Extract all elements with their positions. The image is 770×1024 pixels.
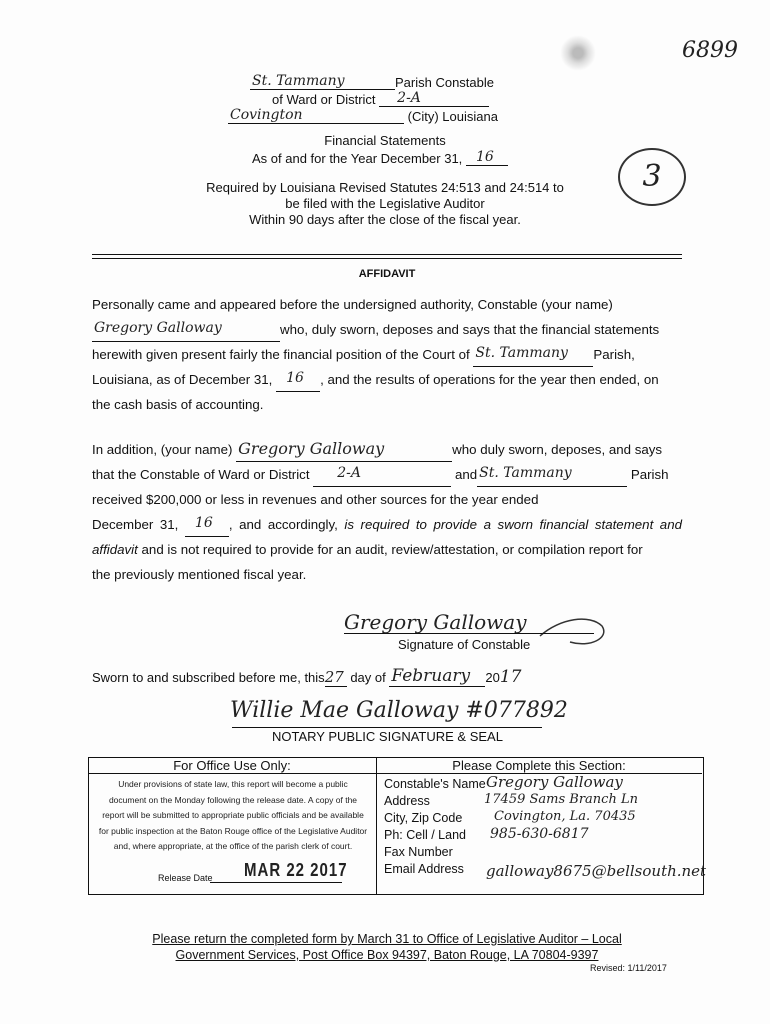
- sworn-text: day of: [350, 670, 386, 685]
- parish-value-2: St. Tammany: [479, 465, 572, 481]
- p2-year-value: 16: [194, 515, 213, 531]
- statute-line-3: Within 90 days after the close of the fiscal year.: [249, 212, 521, 227]
- p2-text: the previously mentioned fiscal year.: [92, 567, 307, 582]
- corner-file-number: 6899: [682, 38, 738, 63]
- affidavit-paragraph-1: [92, 292, 682, 417]
- footer-line-2: Government Services, Post Office Box 94397, Baton Rouge, LA 70804-9397: [175, 948, 599, 962]
- revised-date: Revised: 1/11/2017: [590, 963, 667, 973]
- sworn-text: Sworn to and subscribed before me, this: [92, 670, 325, 685]
- affidavit-title: AFFIDAVIT: [358, 268, 416, 280]
- p2-text: received $200,000 or less in revenues and other sources for the year ended: [92, 492, 539, 507]
- constable-name-label: Constable's Name: [384, 777, 486, 791]
- release-date-stamp: MAR 22 2017: [244, 860, 348, 881]
- parish-field[interactable]: [250, 72, 395, 90]
- sworn-month-field[interactable]: [389, 666, 485, 687]
- p2-text: who duly sworn, deposes, and says: [452, 442, 663, 457]
- constable-name-value: Gregory Galloway: [94, 320, 222, 336]
- notice-line: report will be submitted to appropriate public officials and be available: [102, 810, 364, 820]
- signature-label: Signature of Constable: [398, 637, 531, 652]
- contact-city-value[interactable]: Covington, La. 70435: [494, 809, 636, 824]
- box-divider: [376, 757, 377, 894]
- city-line: [228, 106, 498, 124]
- office-notice: [92, 777, 374, 855]
- year-label: As of and for the Year December 31,: [252, 151, 463, 166]
- parish-field-2[interactable]: [477, 465, 627, 487]
- email-label: Email Address: [384, 862, 464, 876]
- city-label: (City) Louisiana: [407, 109, 498, 124]
- sworn-day-field[interactable]: [325, 669, 347, 687]
- scan-speck: [560, 35, 596, 71]
- year-line: [252, 148, 508, 166]
- parish-value: St. Tammany: [252, 73, 345, 89]
- contact-name-value[interactable]: Gregory Galloway: [486, 773, 623, 791]
- court-parish-value: St. Tammany: [475, 345, 568, 361]
- p2-text: In addition, (your name): [92, 442, 233, 457]
- p1-text: who, duly sworn, deposes and says that the financial statements: [280, 322, 660, 337]
- notice-line: document on the Monday following the release date. A copy of the: [108, 794, 358, 805]
- year-field[interactable]: [466, 148, 508, 166]
- notice-line: Under provisions of state law, this report will become a public: [118, 779, 348, 789]
- ward-label: of Ward or District: [272, 92, 376, 107]
- constable-name-field[interactable]: [92, 320, 280, 342]
- p1-text: herewith given present fairly the financial position of the Court of: [92, 347, 470, 362]
- p2-year-field[interactable]: [185, 515, 229, 537]
- sworn-text: 20: [485, 670, 500, 685]
- divider-rule: [92, 258, 682, 259]
- p2-italic-text: is required to provide a sworn financial statement and affidavit: [92, 517, 682, 557]
- p1-text: Parish,: [593, 347, 635, 362]
- signature-flourish: [540, 612, 610, 652]
- ward-line: [272, 89, 489, 107]
- city-zip-label: City, Zip Code: [384, 811, 463, 825]
- ward-field-2[interactable]: [313, 465, 451, 487]
- complete-section-title: Please Complete this Section:: [452, 758, 626, 773]
- p2-text: December 31,: [92, 517, 179, 532]
- court-parish-field[interactable]: [473, 345, 593, 367]
- p1-year-value: 16: [286, 370, 304, 386]
- notary-label: NOTARY PUBLIC SIGNATURE & SEAL: [272, 729, 503, 744]
- affidavit-paragraph-2: [92, 437, 682, 587]
- ward-value: 2-A: [397, 90, 421, 106]
- p1-text: the cash basis of accounting.: [92, 397, 264, 412]
- office-use-title: For Office Use Only:: [173, 758, 291, 773]
- sworn-month-value: February: [391, 666, 471, 686]
- year-value: 16: [475, 149, 494, 165]
- p2-text: that the Constable of Ward or District: [92, 467, 310, 482]
- release-date-label: Release Date: [158, 873, 213, 883]
- statements-title: Financial Statements: [324, 133, 446, 148]
- phone-label: Ph: Cell / Land: [384, 828, 466, 842]
- contact-address-value[interactable]: 17459 Sams Branch Ln: [484, 792, 638, 807]
- city-field[interactable]: [228, 106, 404, 124]
- statute-line-1: Required by Louisiana Revised Statutes 24:513 and 24:514 to: [206, 180, 564, 195]
- sworn-day-value: 27: [324, 668, 344, 686]
- ward-field[interactable]: [379, 89, 489, 107]
- constable-name-field-2[interactable]: [236, 439, 452, 462]
- p1-text: , and the results of operations for the year then ended, on: [320, 372, 659, 387]
- release-date-line: [210, 882, 342, 883]
- p1-text: Personally came and appeared before the undersigned authority, Constable (your name): [92, 297, 613, 312]
- notary-line: [232, 727, 542, 728]
- statute-line-2: be filed with the Legislative Auditor: [285, 196, 485, 211]
- ward-value-2: 2-A: [337, 465, 361, 481]
- p2-text: and is not required to provide for an audit, review/attestation, or compilation report for: [141, 542, 643, 557]
- constable-name-value-2: Gregory Galloway: [238, 439, 385, 458]
- notary-signature: Willie Mae Galloway #077892: [230, 698, 568, 723]
- contact-labels: [384, 776, 486, 878]
- sworn-line: [92, 667, 521, 687]
- footer-line-1: Please return the completed form by March 31 to Office of Legislative Auditor – Local: [152, 932, 622, 946]
- city-value: Covington: [230, 107, 303, 123]
- parish-label: Parish Constable: [395, 75, 494, 90]
- notice-line: for public inspection at the Baton Rouge office of the Legislative Auditor: [98, 825, 368, 836]
- p1-year-field[interactable]: [276, 370, 320, 392]
- p1-text: Louisiana, as of December 31,: [92, 372, 273, 387]
- divider-rule: [92, 254, 682, 255]
- parish-line: [250, 72, 510, 90]
- circled-number: 3: [618, 148, 686, 206]
- p2-text: Parish: [630, 467, 669, 482]
- signature-line: [344, 633, 594, 634]
- sworn-year-value: 17: [499, 667, 522, 687]
- p2-text: and: [454, 467, 478, 482]
- constable-signature: Gregory Galloway: [344, 610, 527, 634]
- notice-line: and, where appropriate, at the office of the parish clerk of court.: [113, 841, 353, 851]
- fax-label: Fax Number: [384, 845, 453, 859]
- contact-phone-value[interactable]: 985-630-6817: [490, 826, 589, 842]
- contact-email-value[interactable]: galloway8675@bellsouth.net: [486, 862, 707, 880]
- address-label: Address: [384, 794, 430, 808]
- p2-text: , and accordingly,: [228, 517, 338, 532]
